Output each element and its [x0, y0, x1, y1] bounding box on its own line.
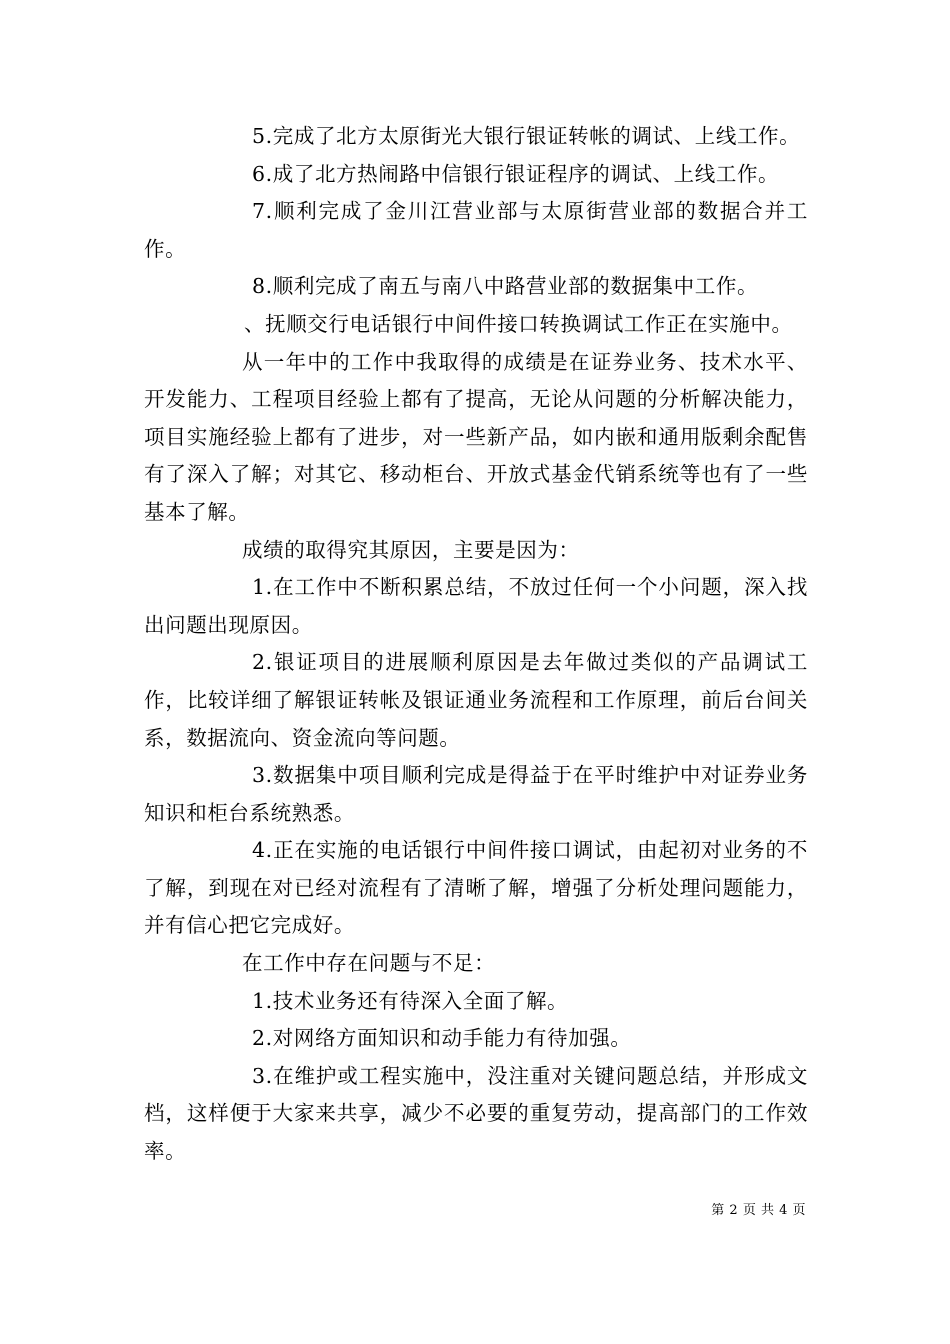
paragraph-item-8: 8.顺利完成了南五与南八中路营业部的数据集中工作。 [252, 274, 759, 299]
document-body [144, 118, 808, 1171]
paragraph-reason-4: 4.正在实施的电话银行中间件接口调试，由起初对业务的不了解，到现在对已经对流程有了清晰了解，增强了分析处理问题能力，并有信心把它完成好。 [144, 838, 808, 938]
paragraph-reason-3: 3.数据集中项目顺利完成是得益于在平时维护中对证券业务知识和柜台系统熟悉。 [144, 763, 808, 825]
paragraph-achievements: 从一年中的工作中我取得的成绩是在证券业务、技术水平、开发能力、工程项目经验上都有了提高，无论从问题的分析解决能力，项目实施经验上都有了进步，对一些新产品，如内嵌和通用版剩余配售有了深入了解；对其它、移动柜台、开放式基金代销系统等也有了一些基本了解。 [144, 349, 808, 524]
paragraph-item-7: 7.顺利完成了金川江营业部与太原街营业部的数据合并工作。 [144, 199, 808, 261]
paragraph-reason-2: 2.银证项目的进展顺利原因是去年做过类似的产品调试工作，比较详细了解银证转帐及银证通业务流程和工作原理，前后台间关系，数据流向、资金流向等问题。 [144, 650, 808, 750]
page-number-footer: 第 2 页 共 4 页 [711, 1203, 806, 1218]
paragraph-problem-2: 2.对网络方面知识和动手能力有待加强。 [252, 1026, 632, 1051]
paragraph-problem-3: 3.在维护或工程实施中，没注重对关键问题总结，并形成文档，这样便于大家来共享，减少不必要的重复劳动，提高部门的工作效率。 [144, 1063, 808, 1164]
paragraph-item-6: 6.成了北方热闹路中信银行银证程序的调试、上线工作。 [252, 161, 780, 186]
paragraph-reasons-heading: 成绩的取得究其原因，主要是因为： [242, 537, 580, 562]
paragraph-item-5: 5.完成了北方太原街光大银行银证转帐的调试、上线工作。 [252, 124, 801, 148]
paragraph-item-fushun: 、抚顺交行电话银行中间件接口转换调试工作正在实施中。 [244, 311, 793, 336]
paragraph-problems-heading: 在工作中存在问题与不足： [242, 951, 496, 976]
paragraph-problem-1: 1.技术业务还有待深入全面了解。 [252, 988, 569, 1013]
paragraph-reason-1: 1.在工作中不断积累总结，不放过任何一个小问题，深入找出问题出现原因。 [144, 575, 808, 637]
